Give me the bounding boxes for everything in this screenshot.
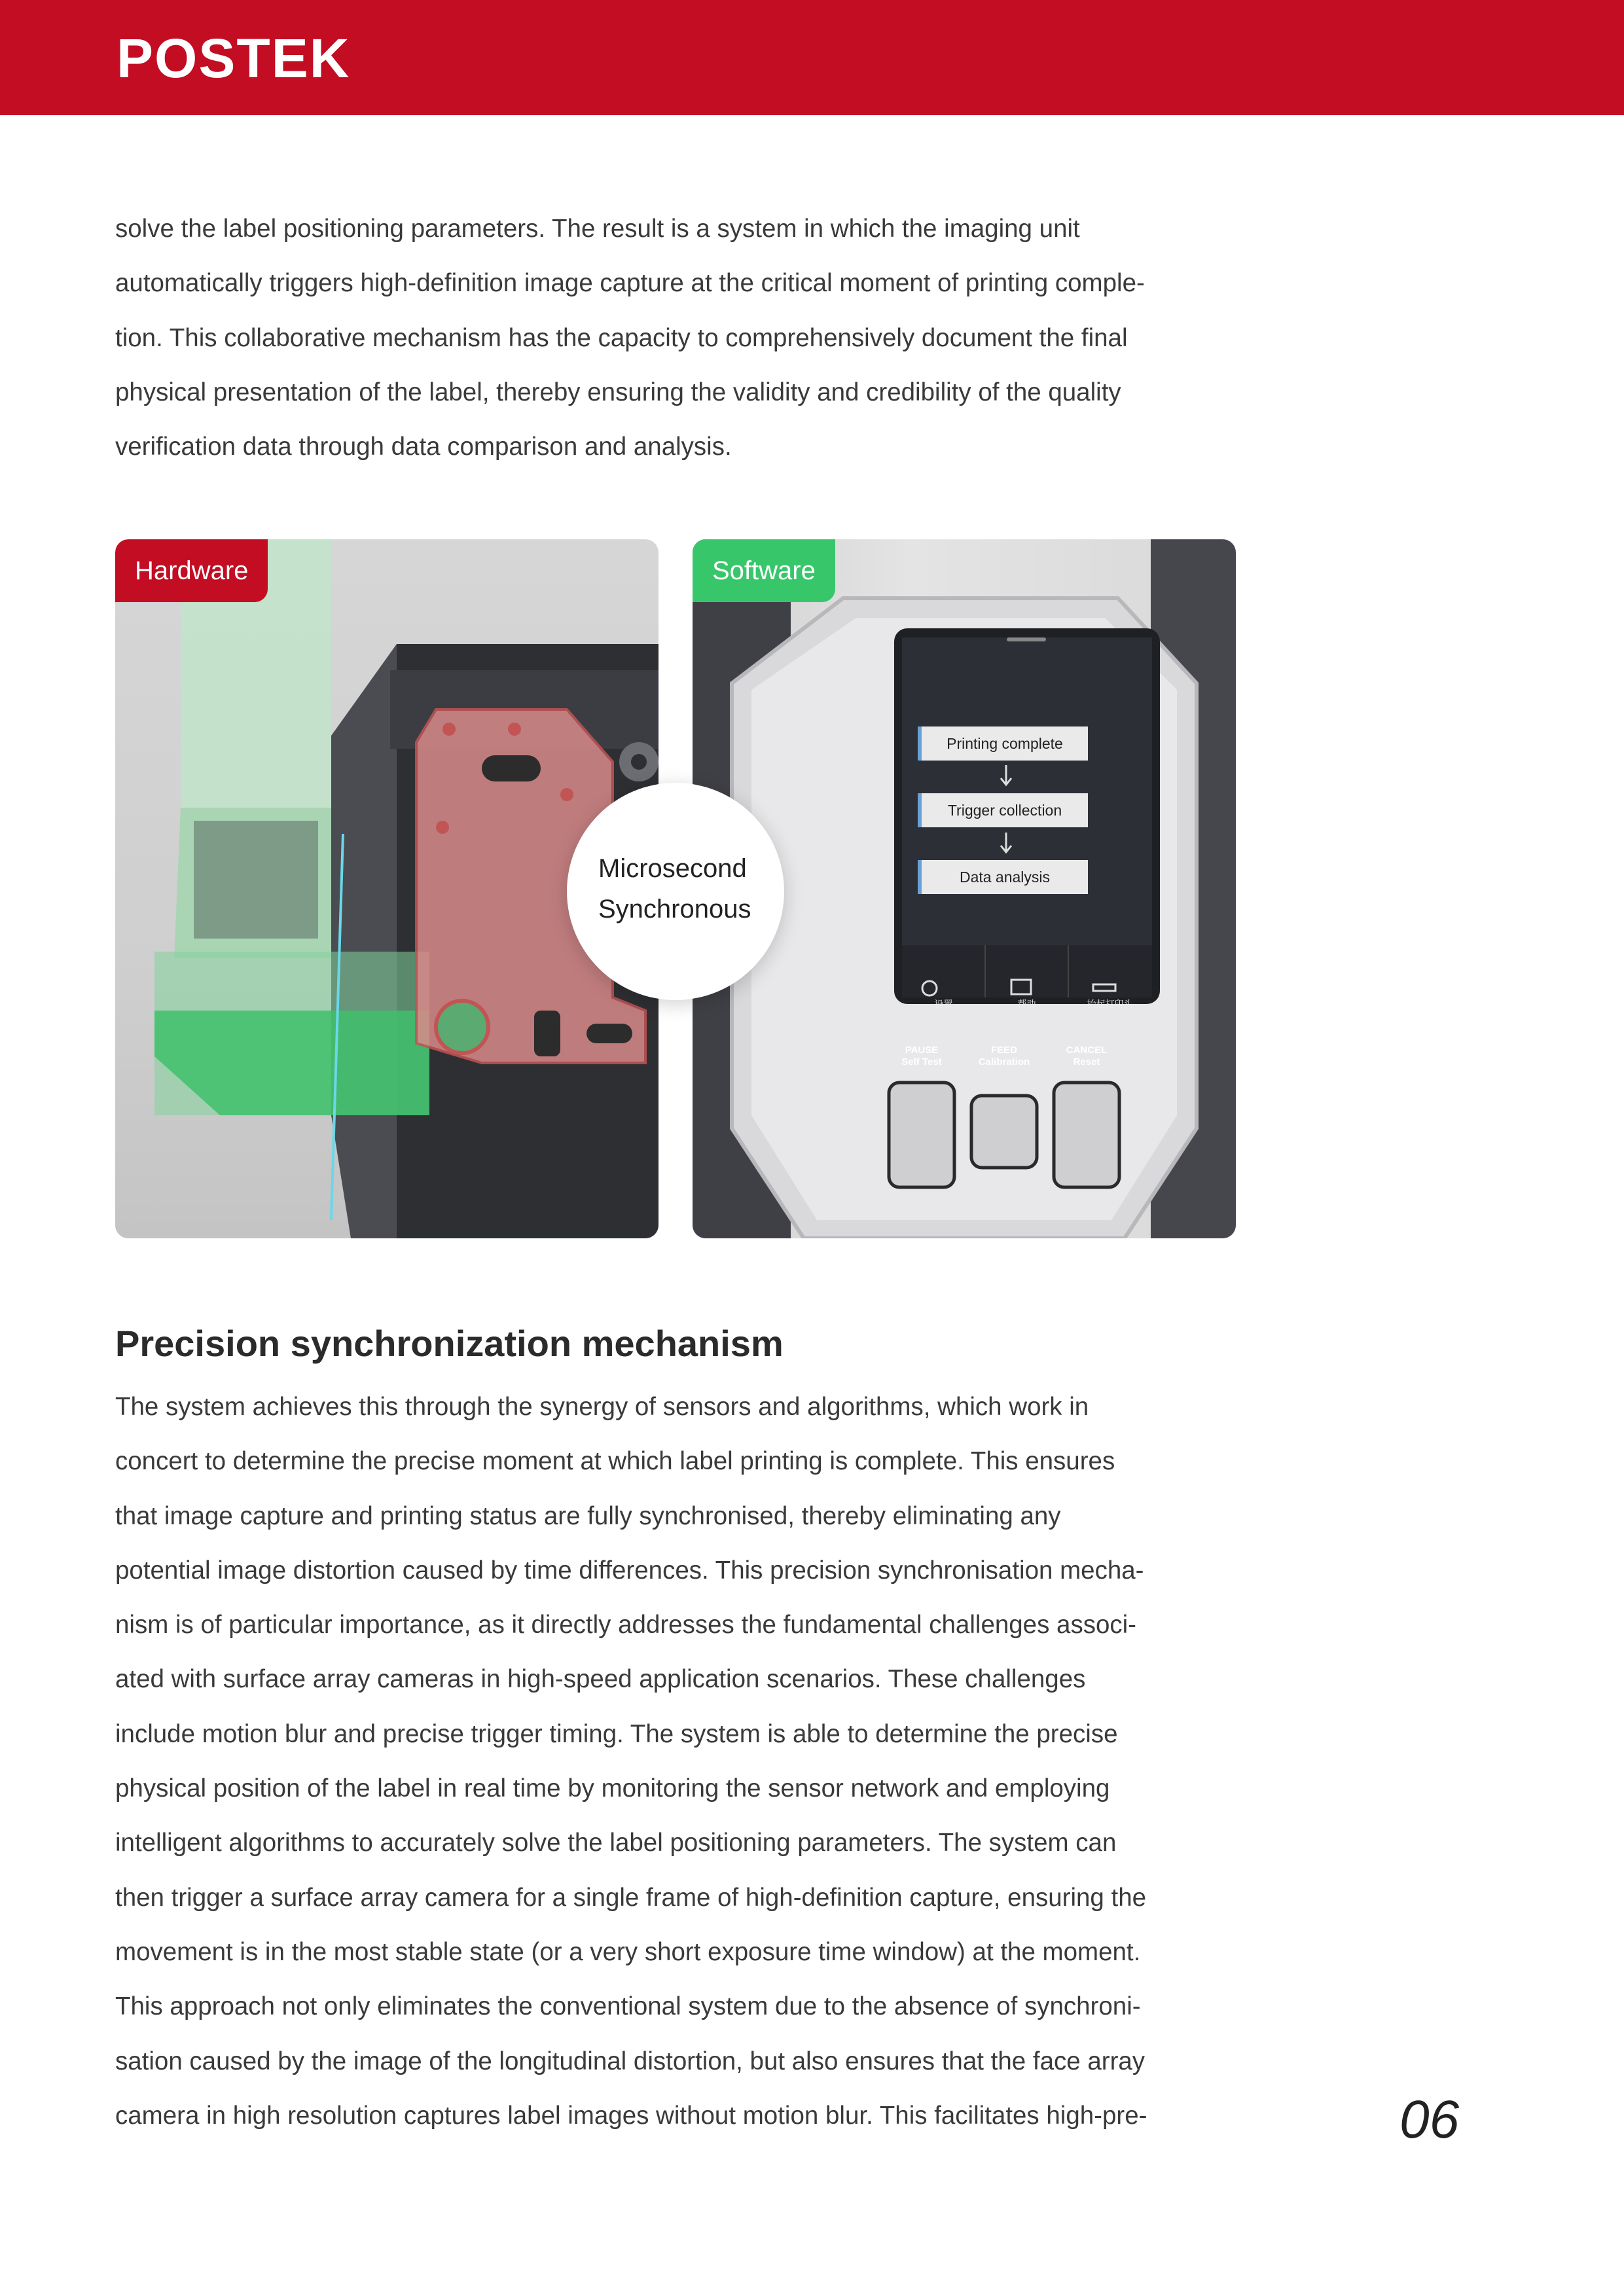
cancel-text: CANCEL: [1066, 1045, 1108, 1056]
section-heading: Precision synchronization mechanism: [115, 1323, 784, 1364]
text-line: sation caused by the image of the longitudinal distortion, but also ensures that the face array: [115, 2047, 1146, 2075]
text-line: solve the label positioning parameters. The result is a system in which the imaging unit: [115, 215, 1080, 243]
step-printing-complete: Printing complete: [918, 726, 1088, 761]
text-line: verification data through data comparison and analysis.: [115, 433, 732, 461]
sync-line-1: Microsecond: [598, 854, 747, 883]
sync-badge: [567, 783, 784, 1000]
cancel-button-label[interactable]: [1054, 1045, 1119, 1068]
text-line: tion. This collaborative mechanism has the capacity to comprehensively document the final: [115, 323, 1128, 352]
text-line: that image capture and printing status are fully synchronised, thereby eliminating any: [115, 1501, 1061, 1530]
header-bar: [0, 0, 1624, 115]
text-line: automatically triggers high-definition image capture at the critical moment of printing comple-: [115, 269, 1145, 298]
text-line: physical presentation of the label, thereby ensuring the validity and credibility of the quality: [115, 378, 1121, 406]
intro-paragraph: [115, 202, 1241, 474]
text-line: intelligent algorithms to accurately solve the label positioning parameters. The system can: [115, 1829, 1117, 1857]
text-line: then trigger a surface array camera for a single frame of high-definition capture, ensuring the: [115, 1883, 1147, 1912]
software-tag: Software: [693, 539, 835, 602]
text-line: concert to determine the precise moment at which label printing is complete. This ensures: [115, 1447, 1115, 1476]
hardware-tag: Hardware: [115, 539, 268, 602]
reset-text: Reset: [1073, 1056, 1100, 1067]
step-data-analysis: Data analysis: [918, 860, 1088, 894]
section-paragraph: [115, 1380, 1241, 2143]
text-line: physical position of the label in real time by monitoring the sensor network and employing: [115, 1774, 1110, 1803]
text-line: The system achieves this through the synergy of sensors and algorithms, which work in: [115, 1393, 1089, 1421]
self-test-text: Self Test: [901, 1056, 942, 1067]
lift-printhead-label[interactable]: 抬起打印头: [1087, 999, 1133, 1009]
pause-text: PAUSE: [905, 1045, 939, 1056]
calibration-text: Calibration: [978, 1056, 1030, 1067]
text-line: include motion blur and precise trigger timing. The system is able to determine the precise: [115, 1719, 1118, 1748]
page-number: 06: [1399, 2090, 1460, 2149]
feed-button-label[interactable]: [967, 1045, 1041, 1068]
sync-line-2: Synchronous: [598, 895, 751, 924]
text-line: This approach not only eliminates the conventional system due to the absence of synchroni-: [115, 1992, 1141, 2021]
settings-label[interactable]: 设置: [934, 999, 953, 1009]
text-line: ated with surface array cameras in high-speed application scenarios. These challenges: [115, 1665, 1086, 1694]
text-line: potential image distortion caused by time differences. This precision synchronisation mecha-: [115, 1556, 1144, 1585]
feed-text: FEED: [990, 1045, 1017, 1056]
step-trigger-collection: Trigger collection: [918, 793, 1088, 827]
text-line: nism is of particular importance, as it directly addresses the fundamental challenges associ-: [115, 1611, 1136, 1640]
text-line: movement is in the most stable state (or a very short exposure time window) at the moment.: [115, 1937, 1141, 1966]
help-label[interactable]: 帮助: [1017, 999, 1036, 1009]
postek-logo: POSTEK: [117, 27, 351, 89]
text-line: camera in high resolution captures label images without motion blur. This facilitates high-pre-: [115, 2101, 1147, 2130]
pause-button-label[interactable]: [889, 1045, 954, 1068]
